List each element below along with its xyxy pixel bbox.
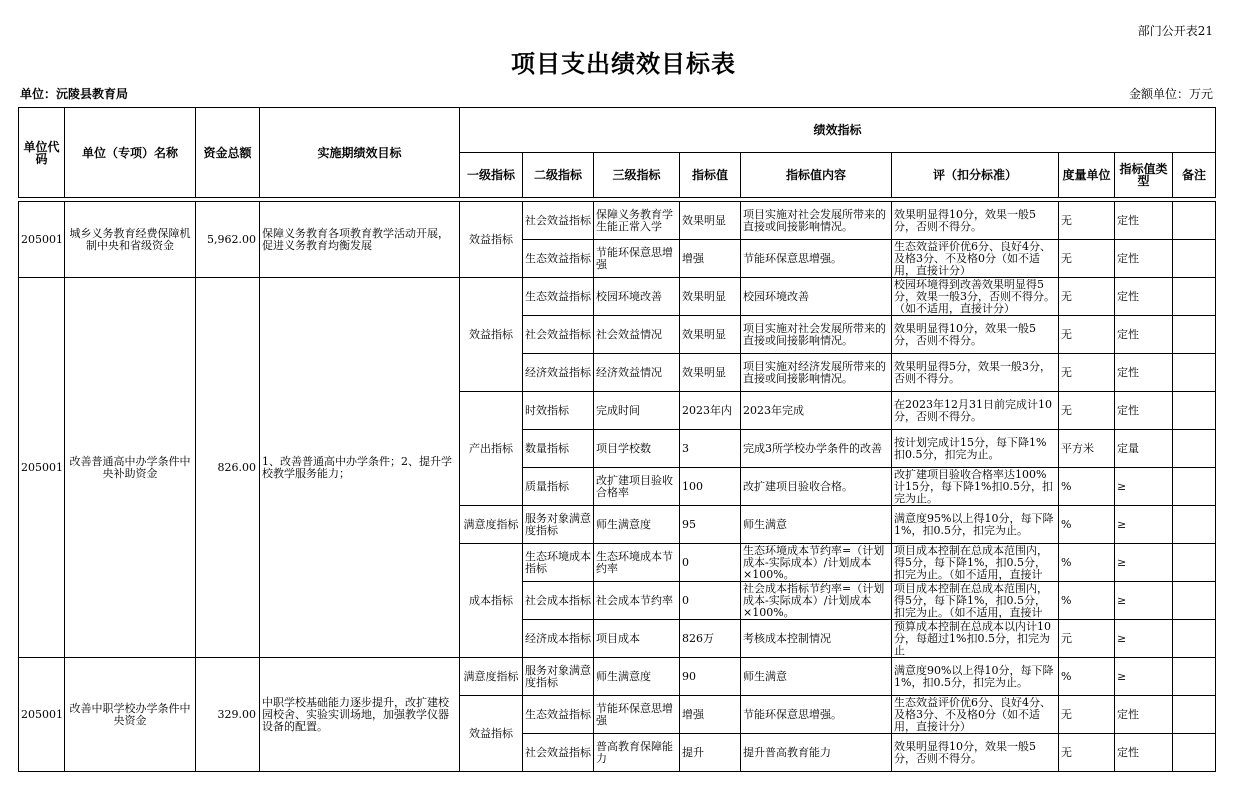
remark-cell: [1173, 468, 1216, 506]
level2-cell: 生态效益指标: [523, 696, 594, 734]
score-cell: 效果明显得5分，效果一般3分，否则不得分。: [892, 354, 1059, 392]
content-cell: 项目实施对社会发展所带来的直接或间接影响情况。: [741, 316, 892, 354]
content-text: 生态环境成本节约率=（计划成本-实际成本）/计划成本×100%。: [743, 544, 885, 581]
level1-cell: 成本指标: [460, 544, 523, 658]
value-type-cell: 定性: [1115, 354, 1173, 392]
measure-unit-cell: 无: [1059, 696, 1115, 734]
measure-unit-cell: 无: [1059, 278, 1115, 316]
level2-cell: 经济成本指标: [523, 620, 594, 658]
col-header-level3: 三级指标: [594, 153, 680, 198]
value-cell: 效果明显: [680, 354, 741, 392]
remark-cell: [1173, 278, 1216, 316]
value-type-cell: ≥: [1115, 468, 1173, 506]
content-cell: 改扩建项目验收合格。: [741, 468, 892, 506]
page-title: 项目支出绩效目标表: [511, 50, 736, 78]
content-cell: 节能环保意思增强。: [741, 696, 892, 734]
level2-cell: 社会成本指标: [523, 582, 594, 620]
value-type-cell: 定性: [1115, 240, 1173, 278]
level3-cell: 社会效益情况: [594, 316, 680, 354]
score-cell: 在2023年12月31日前完成计10分，否则不得分。: [892, 392, 1059, 430]
remark-cell: [1173, 544, 1216, 582]
content-cell: [741, 544, 892, 582]
project-total-cell: 329.00: [196, 658, 260, 772]
col-header-total: 资金总额: [196, 108, 260, 198]
level2-cell: 生态环境成本指标: [523, 544, 594, 582]
unit-code-cell: 205001: [19, 278, 65, 658]
col-header-remark: 备注: [1173, 153, 1216, 198]
value-type-cell: ≥: [1115, 620, 1173, 658]
score-text: 项目成本控制在总成本范围内，得5分，每下降1%，扣0.5分，扣完为止。（如不适用，直接计: [894, 582, 1048, 619]
col-header-content: 指标值内容: [741, 153, 892, 198]
score-cell: 满意度90%以上得10分，每下降1%，扣0.5分，扣完为止。: [892, 658, 1059, 696]
unit-label: 单位：沅陵县教育局: [20, 87, 129, 101]
score-cell: 效果明显得10分，效果一般5分，否则不得分。: [892, 316, 1059, 354]
col-header-score: 评（扣分标准）: [892, 153, 1059, 198]
value-type-cell: 定性: [1115, 202, 1173, 240]
project-goal-cell: 保障义务教育各项教育教学活动开展，促进义务教育均衡发展: [260, 202, 460, 278]
level2-cell: 时效指标: [523, 392, 594, 430]
level1-cell: 效益指标: [460, 696, 523, 772]
measure-unit-cell: 无: [1059, 240, 1115, 278]
score-text: 校园环境得到改善效果明显得5分，效果一般3分，否则不得分。（如不适用，直接计分）: [894, 278, 1055, 315]
value-type-cell: ≥: [1115, 544, 1173, 582]
measure-unit-cell: %: [1059, 582, 1115, 620]
level3-cell: 普高教育保障能力: [594, 734, 680, 772]
score-text: 生态效益评价优6分、良好4分、及格3分、不及格0分（如不适用，直接计分）: [894, 240, 1051, 277]
measure-unit-cell: %: [1059, 506, 1115, 544]
score-cell: 预算成本控制在总成本以内计10分，每超过1%扣0.5分，扣完为止: [892, 620, 1059, 658]
level1-cell: 效益指标: [460, 278, 523, 392]
score-cell: [892, 468, 1059, 506]
value-type-cell: ≥: [1115, 582, 1173, 620]
table-row: [19, 278, 1216, 316]
level3-cell: 节能环保意思增强: [594, 240, 680, 278]
content-text: 社会成本指标节约率=（计划成本-实际成本）/计划成本×100%。: [743, 582, 885, 619]
content-cell: 节能环保意思增强。: [741, 240, 892, 278]
level3-cell: 改扩建项目验收合格率: [594, 468, 680, 506]
content-cell: 师生满意: [741, 658, 892, 696]
form-number: 部门公开表21: [1137, 24, 1213, 38]
score-cell: [892, 240, 1059, 278]
value-cell: 效果明显: [680, 278, 741, 316]
value-cell: 0: [680, 582, 741, 620]
level1-cell: 产出指标: [460, 392, 523, 506]
remark-cell: [1173, 430, 1216, 468]
col-header-name: 单位（专项）名称: [65, 108, 196, 198]
score-cell: 效果明显得10分，效果一般5分，否则不得分。: [892, 202, 1059, 240]
table-row: [19, 658, 1216, 696]
level3-cell: 生态环境成本节约率: [594, 544, 680, 582]
level3-cell: 经济效益情况: [594, 354, 680, 392]
performance-table: [18, 107, 1216, 772]
value-cell: 95: [680, 506, 741, 544]
measure-unit-cell: 无: [1059, 392, 1115, 430]
remark-cell: [1173, 734, 1216, 772]
remark-cell: [1173, 696, 1216, 734]
content-cell: 2023年完成: [741, 392, 892, 430]
level2-cell: 社会效益指标: [523, 734, 594, 772]
level3-cell: 校园环境改善: [594, 278, 680, 316]
content-cell: 项目实施对经济发展所带来的直接或间接影响情况。: [741, 354, 892, 392]
remark-cell: [1173, 316, 1216, 354]
score-text: 改扩建项目验收合格率达100%计15分，每下降1%扣0.5分，扣完为止。: [894, 468, 1053, 505]
remark-cell: [1173, 582, 1216, 620]
amount-unit-label: 金额单位：万元: [1128, 87, 1213, 101]
value-cell: 提升: [680, 734, 741, 772]
unit-code-cell: 205001: [19, 202, 65, 278]
measure-unit-cell: 无: [1059, 354, 1115, 392]
score-cell: [892, 278, 1059, 316]
content-cell: 项目实施对社会发展所带来的直接或间接影响情况。: [741, 202, 892, 240]
level3-cell: 节能环保意思增强: [594, 696, 680, 734]
col-header-level2: 二级指标: [523, 153, 594, 198]
score-cell: [892, 582, 1059, 620]
level2-cell: 数量指标: [523, 430, 594, 468]
level3-cell: 保障义务教育学生能正常入学: [594, 202, 680, 240]
value-cell: 增强: [680, 696, 741, 734]
level1-cell: 满意度指标: [460, 506, 523, 544]
level1-cell: 满意度指标: [460, 658, 523, 696]
level2-cell: 服务对象满意度指标: [523, 506, 594, 544]
remark-cell: [1173, 620, 1216, 658]
level3-cell: 社会成本节约率: [594, 582, 680, 620]
measure-unit-cell: 无: [1059, 316, 1115, 354]
value-cell: 增强: [680, 240, 741, 278]
level3-cell: 项目学校数: [594, 430, 680, 468]
score-text: 项目成本控制在总成本范围内，得5分，每下降1%，扣0.5分，扣完为止。（如不适用，直接计: [894, 544, 1048, 581]
measure-unit-cell: %: [1059, 658, 1115, 696]
value-cell: 90: [680, 658, 741, 696]
project-name-cell: 城乡义务教育经费保障机制中央和省级资金: [65, 202, 196, 278]
level2-cell: 社会效益指标: [523, 316, 594, 354]
remark-cell: [1173, 392, 1216, 430]
measure-unit-cell: %: [1059, 544, 1115, 582]
col-header-value: 指标值: [680, 153, 741, 198]
measure-unit-cell: 元: [1059, 620, 1115, 658]
unit-code-cell: 205001: [19, 658, 65, 772]
level1-cell: 效益指标: [460, 202, 523, 278]
project-total-cell: 5,962.00: [196, 202, 260, 278]
level3-cell: 师生满意度: [594, 658, 680, 696]
content-cell: 考核成本控制情况: [741, 620, 892, 658]
measure-unit-cell: 无: [1059, 734, 1115, 772]
level3-cell: 师生满意度: [594, 506, 680, 544]
value-type-cell: 定性: [1115, 278, 1173, 316]
remark-cell: [1173, 240, 1216, 278]
value-cell: 3: [680, 430, 741, 468]
level2-cell: 服务对象满意度指标: [523, 658, 594, 696]
table-row: [19, 202, 1216, 240]
level3-cell: 项目成本: [594, 620, 680, 658]
score-cell: [892, 544, 1059, 582]
content-cell: [741, 582, 892, 620]
content-cell: 校园环境改善: [741, 278, 892, 316]
level2-cell: 社会效益指标: [523, 202, 594, 240]
value-type-cell: 定性: [1115, 316, 1173, 354]
level2-cell: 经济效益指标: [523, 354, 594, 392]
value-type-cell: ≥: [1115, 658, 1173, 696]
measure-unit-cell: 平方米: [1059, 430, 1115, 468]
project-goal-cell: 1、改善普通高中办学条件；2、提升学校教学服务能力；: [260, 278, 460, 658]
col-header-goal: 实施期绩效目标: [260, 108, 460, 198]
level2-cell: 生态效益指标: [523, 278, 594, 316]
value-cell: 826万: [680, 620, 741, 658]
value-cell: 效果明显: [680, 202, 741, 240]
project-goal-cell: 中职学校基础能力逐步提升，改扩建校园校舍、实验实训场地，加强教学仪器设备的配置。: [260, 658, 460, 772]
content-cell: 完成3所学校办学条件的改善: [741, 430, 892, 468]
value-type-cell: 定性: [1115, 392, 1173, 430]
remark-cell: [1173, 658, 1216, 696]
col-header-measure-unit: 度量单位: [1059, 153, 1115, 198]
remark-cell: [1173, 506, 1216, 544]
col-header-level1: 一级指标: [460, 153, 523, 198]
score-cell: 按计划完成计15分，每下降1%扣0.5分，扣完为止。: [892, 430, 1059, 468]
project-total-cell: 826.00: [196, 278, 260, 658]
content-cell: 师生满意: [741, 506, 892, 544]
value-cell: 0: [680, 544, 741, 582]
measure-unit-cell: 无: [1059, 202, 1115, 240]
score-cell: 效果明显得10分，效果一般5分，否则不得分。: [892, 734, 1059, 772]
project-name-cell: 改善中职学校办学条件中央资金: [65, 658, 196, 772]
remark-cell: [1173, 354, 1216, 392]
level2-cell: 生态效益指标: [523, 240, 594, 278]
value-cell: 2023年内: [680, 392, 741, 430]
col-header-value-type: 指标值类型: [1115, 153, 1173, 198]
score-text: 生态效益评价优6分、良好4分、及格3分、不及格0分（如不适用，直接计分）: [894, 696, 1051, 733]
value-cell: 效果明显: [680, 316, 741, 354]
col-header-code: 单位代码: [19, 108, 65, 198]
remark-cell: [1173, 202, 1216, 240]
col-header-indicators: 绩效指标: [460, 108, 1216, 153]
value-type-cell: ≥: [1115, 506, 1173, 544]
score-cell: 满意度95%以上得10分，每下降1%，扣0.5分，扣完为止。: [892, 506, 1059, 544]
value-type-cell: 定性: [1115, 696, 1173, 734]
value-type-cell: 定量: [1115, 430, 1173, 468]
value-type-cell: 定性: [1115, 734, 1173, 772]
project-name-cell: 改善普通高中办学条件中央补助资金: [65, 278, 196, 658]
table-body: [19, 198, 1216, 772]
measure-unit-cell: %: [1059, 468, 1115, 506]
level2-cell: 质量指标: [523, 468, 594, 506]
content-cell: 提升普高教育能力: [741, 734, 892, 772]
level3-cell: 完成时间: [594, 392, 680, 430]
score-cell: [892, 696, 1059, 734]
value-cell: 100: [680, 468, 741, 506]
